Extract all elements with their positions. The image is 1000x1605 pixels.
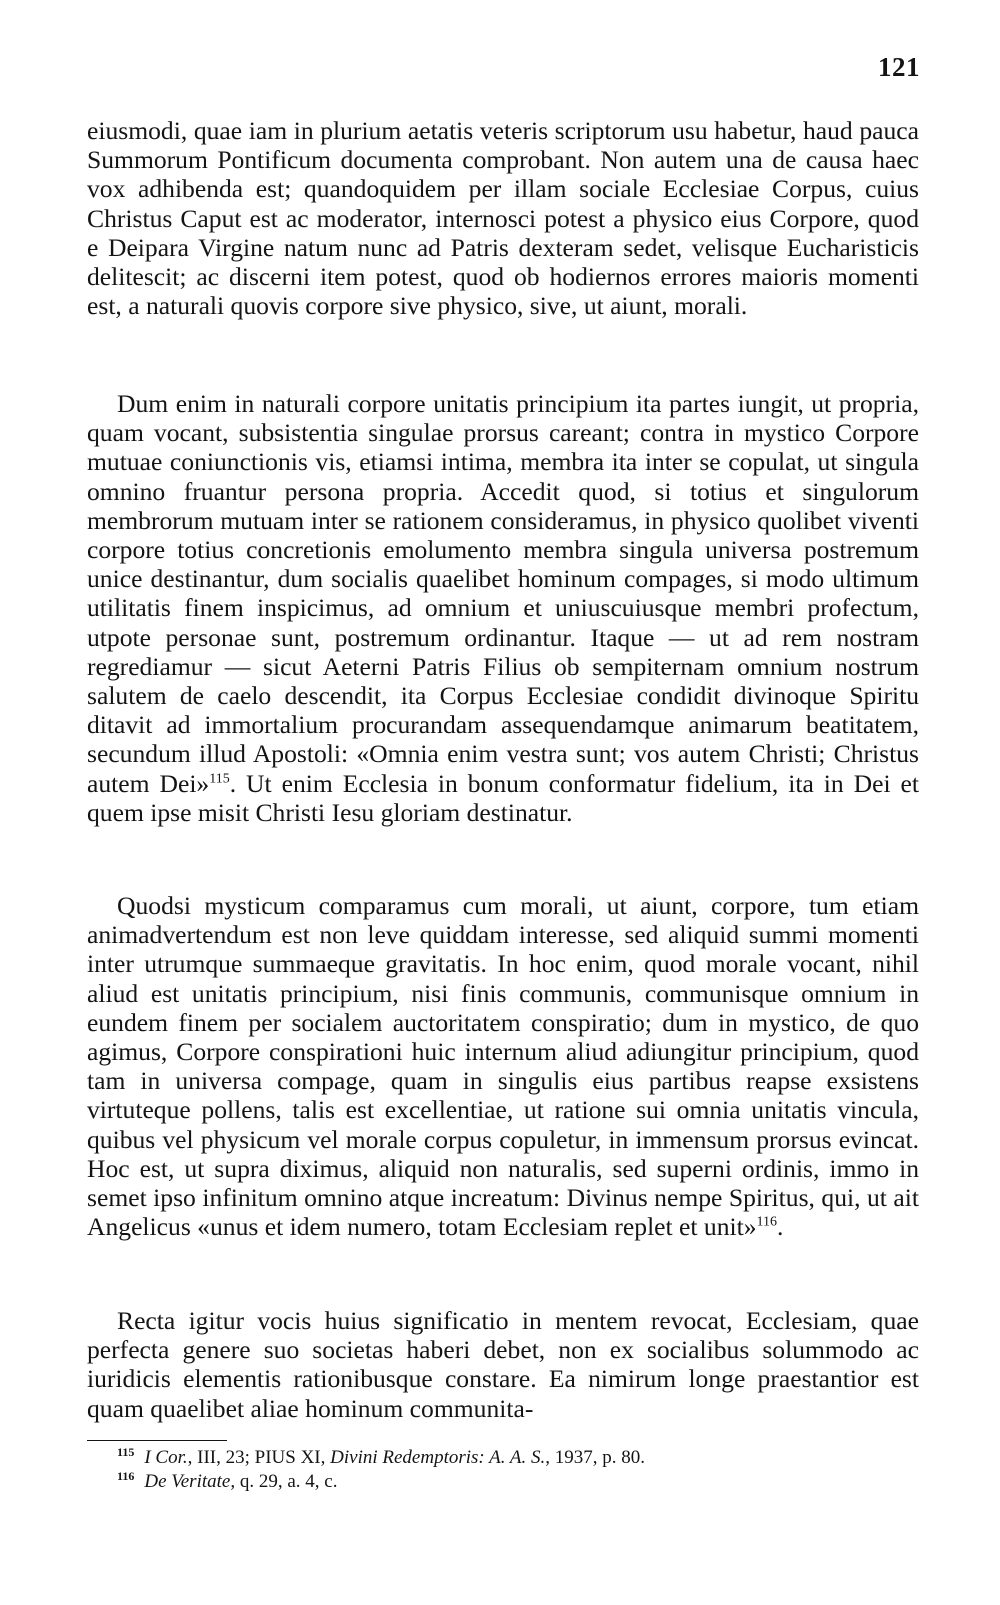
- body-paragraph-2: [87, 389, 919, 827]
- paragraph-text: [87, 891, 919, 1241]
- footnote-number: 116: [117, 1468, 135, 1483]
- citation-text: , 1937, p. 80.: [545, 1447, 646, 1468]
- footnote-115: [117, 1446, 917, 1470]
- page-number: 121: [878, 52, 920, 82]
- body-paragraph-3: [87, 891, 919, 1241]
- footnote-text: [144, 1447, 645, 1468]
- citation-text: , III, 23; PIUS XI,: [187, 1447, 331, 1468]
- citation-title: I Cor.: [144, 1447, 188, 1468]
- paragraph-text: [87, 1306, 919, 1423]
- text-run: Quodsi mysticum comparamus cum morali, ut aiunt, corpore, tum etiam animadvertendum est non leve quiddam interesse, sed aliquid summi momenti inter utrumque summaeque gravitatis. In hoc enim, quod morale vocant, nihil aliud est unitatis principium, nisi finis communis, communisque omnium in eundem finem per socialem auctoritatem conspiratio; dum in mystico, de quo agimus, Corpore conspirationi huic internum aliud adiungitur principium, quod tam in universa compage, quam in singulis eius partibus reapse exsistens virtuteque pollens, talis est excellentiae, ut ratione sui omnia unitatis vincula, quibus vel physicum vel morale corpus copuletur, in immensum prorsus evincat. Hoc est, ut supra diximus, aliquid non naturalis, sed superni ordinis, immo in semet ipso infinitum omnino atque increatum: Divinus nempe Spiritus, qui, ut ait Angelicus «unus et idem numero, totam Ecclesiam replet et unit»: [87, 891, 919, 1242]
- paragraph-text: [87, 116, 919, 320]
- text-run: Dum enim in naturali corpore unitatis principium ita partes iungit, ut propria, quam vocant, subsistentia singulae prorsus careant; contra in mystico Corpore mutuae coniunctionis vis, etiamsi intima, membra ita inter se copulat, ut singula omnino fruantur persona propria. Accedit quod, si totius et singulorum membrorum mutuam inter se rationem consideramus, in physico quolibet viventi corpore totius concretionis emolumento membra singula universa postremum unice destinantur, dum socialis quaelibet hominum compages, si modo ultimum utilitatis finem inspicimus, ad omnium et uniuscuiusque membri profectum, utpote personae sunt, postremum ordinantur. Itaque — ut ad rem nostram regrediamur — sicut Aeterni Patris Filius ob sempiternam omnium nostrum salutem de caelo descendit, ita Corpus Ecclesiae condidit divinoque Spiritu ditavit ad immortalium procurandam assequendamque animarum beatitatem, secundum illud Apostoli: «Omnia enim vestra sunt; vos autem Christi; Christus autem Dei»: [87, 389, 919, 798]
- paragraph-text: [87, 389, 919, 827]
- text-run: .: [777, 1212, 784, 1242]
- citation-text: q. 29, a. 4, c.: [235, 1471, 338, 1492]
- footnote-reference: 115: [209, 771, 230, 787]
- text-run: . Ut enim Ecclesia in bonum conformatur fidelium, ita in Dei et quem ipse misit Christi Iesu gloriam destinatur.: [87, 768, 919, 827]
- footnote-116: [117, 1470, 917, 1494]
- footnotes: [117, 1446, 917, 1494]
- text-run: Recta igitur vocis huius significatio in mentem revocat, Ecclesiam, quae perfecta genere suo societas haberi debet, non ex socialibus solummodo ac iuridicis elementis rationibusque constare. Ea nimirum longe praestantior est quam quaelibet aliae hominum communita-: [87, 1306, 919, 1423]
- footnote-reference: 116: [756, 1214, 778, 1230]
- body-paragraph-1: [87, 116, 919, 320]
- footnote-text: [144, 1471, 337, 1492]
- citation-title: De Veritate,: [144, 1471, 236, 1492]
- citation-title: Divini Redemptoris: A. A. S.: [330, 1447, 546, 1468]
- body-paragraph-4: [87, 1306, 919, 1423]
- footnote-number: 115: [117, 1444, 135, 1459]
- text-run: eiusmodi, quae iam in plurium aetatis veteris scriptorum usu habetur, haud pauca Summorum Pontificum documenta comprobant. Non autem una de causa haec vox adhibenda est; quandoquidem per illam sociale Ecclesiae Corpus, cuius Christus Caput est ac moderator, internosci potest a physico eius Corpore, quod e Deipara Virgine natum nunc ad Patris dexteram sedet, velisque Eucharisticis delitescit; ac discerni item potest, quod ob hodiernos errores maioris momenti est, a naturali quovis corpore sive physico, sive, ut aiunt, morali.: [87, 116, 919, 321]
- footnote-divider: [87, 1440, 227, 1441]
